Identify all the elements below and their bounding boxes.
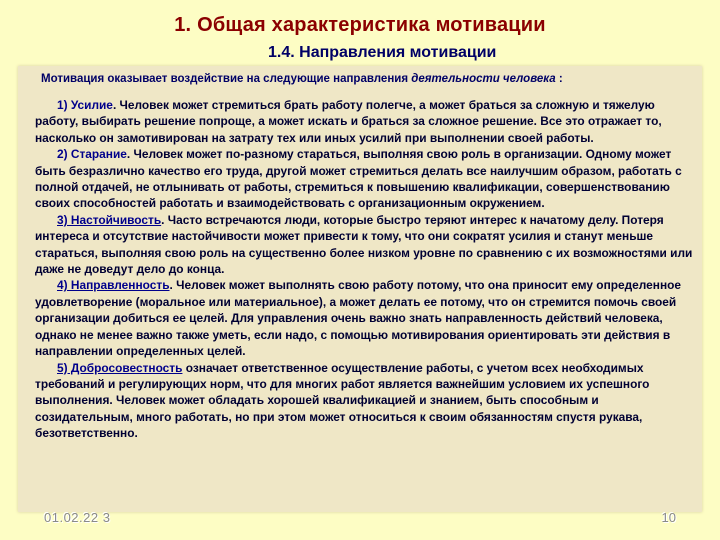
paragraph-text: означает ответственное осуществление работы, с учетом всех необходимых требований и регулирующих норм, что для многих работ является важнейшим условием их успешного выполнения. Человек может обладать хорошей квалификацией и знанием, быть способным и созидательным, много работать, но при этом может относиться к своим обязанностям спустя рукава, безответственно. [35, 360, 650, 441]
intro-text-before: Мотивация оказывает воздействие на следующие направления [41, 73, 412, 85]
content-panel-inner [35, 71, 695, 442]
paragraph-text: Человек может выполнять свою работу потому, что она приносит ему определенное удовлетворение (моральное или материальное), а может делать ее потому, что он стремится помочь своей организации добиться ее целей. Для управления очень важно знать направленность действий человека, однако не менее важно также уметь, если надо, с помощью мотивирования ориентировать эти действия в направлении определенных целей. [35, 278, 682, 359]
slide-subtitle: 1.4. Направления мотивации [268, 44, 497, 61]
paragraph-key: 1) Усилие [57, 98, 113, 112]
intro-text [35, 71, 695, 87]
paragraph-key-suffix: . [169, 278, 173, 293]
paragraph-key-suffix: . [126, 147, 131, 162]
paragraph-key-suffix: . [161, 212, 165, 227]
paragraph-direction [35, 277, 695, 359]
intro-text-emphasis: деятельности человека [411, 73, 556, 85]
paragraph-key: 3) Настойчивость [57, 212, 162, 227]
paragraph-persistence [35, 212, 695, 278]
paragraph-text: Человек может по-разному стараться, выполняя свою роль в организации. Одному может быть безразлично качество его труда, другой может стремиться делать все наилучшим образом, работать с полной отдачей, не отлынивать от работы, стремиться к повышению квалификации, совершенствованию своих способностей работать и взаимодействовать с организационным окружением. [35, 147, 682, 211]
intro-text-after: : [555, 73, 563, 85]
paragraph-diligence [35, 146, 695, 212]
paragraph-key: 4) Направленность [57, 278, 170, 293]
footer-page-number: 10 [661, 510, 676, 525]
paragraph-text: Часто встречаются люди, которые быстро теряют интерес к начатому делу. Потеря интереса и отсутствие настойчивости может привести к тому, что они сократят усилия и станут меньше стараться, выполняя свою роль на существенно более низком уровне по сравнению с их возможностями или даже не доведут дело до конца. [35, 212, 693, 277]
paragraph-key-suffix: . [112, 98, 117, 112]
paragraph-list [35, 97, 695, 442]
paragraph-conscientiousness [35, 360, 695, 442]
paragraph-effort [35, 97, 695, 146]
slide-title: 1. Общая характеристика мотивации [174, 14, 546, 36]
paragraph-key: 5) Добросовестность [57, 360, 183, 375]
footer-date: 01.02.22 3 [44, 510, 111, 525]
paragraph-key: 2) Старание [57, 147, 127, 162]
paragraph-text: Человек может стремиться брать работу полегче, а может браться за сложную и тяжелую работу, выбирать решение попроще, а может искать и браться за сложное решение. Все это отражает то, насколько он замотивирован на затрату тех или иных усилий при выполнении своей работы. [35, 98, 662, 145]
content-panel [18, 66, 702, 512]
